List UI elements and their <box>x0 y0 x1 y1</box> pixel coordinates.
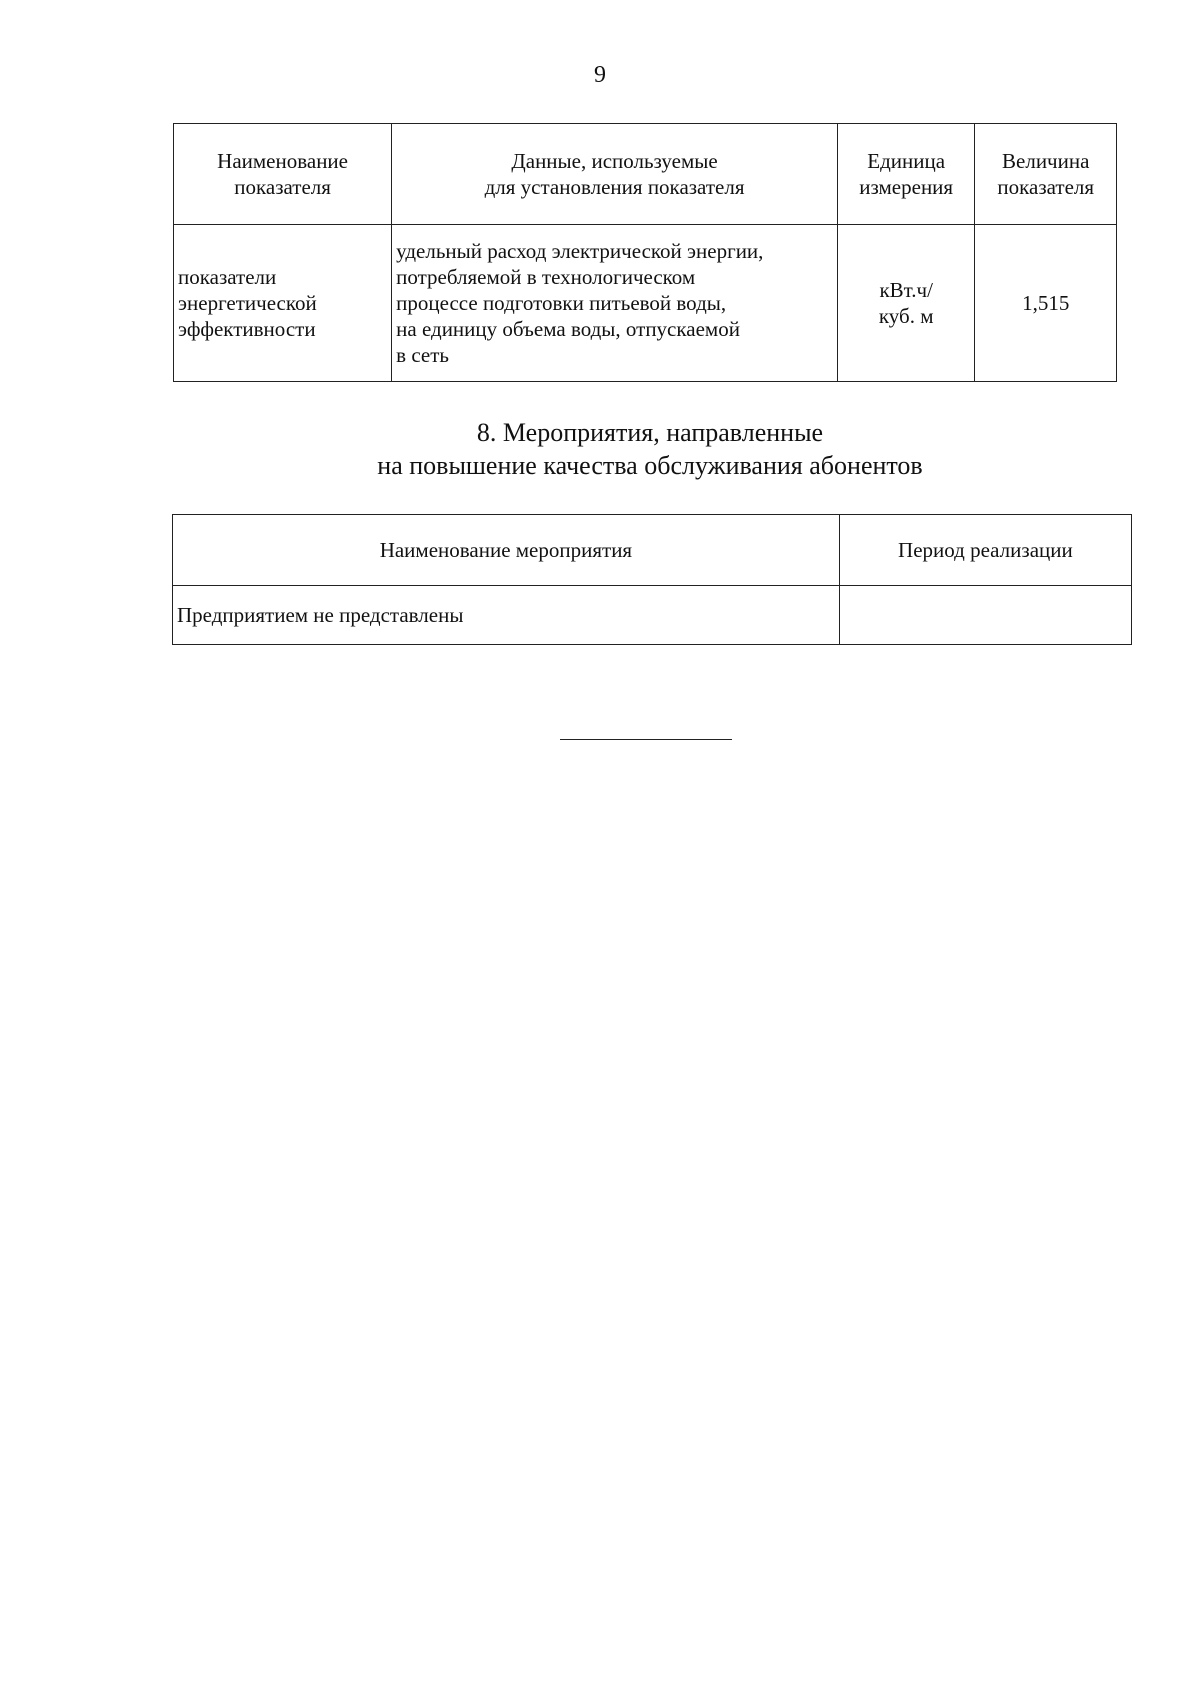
header-measure-name: Наименование мероприятия <box>173 515 840 586</box>
page-number: 9 <box>594 62 606 88</box>
table-header-row <box>173 515 1132 586</box>
indicators-table <box>173 123 1117 382</box>
header-source-data: Данные, используемые для установления показателя <box>392 124 838 225</box>
table-row <box>174 225 1117 382</box>
cell-indicator-name: показатели энергетической эффективности <box>174 225 392 382</box>
header-period: Период реализации <box>839 515 1131 586</box>
header-indicator-name: Наименование показателя <box>174 124 392 225</box>
section-heading: 8. Мероприятия, направленные на повышение качества обслуживания абонентов <box>377 418 923 480</box>
cell-value: 1,515 <box>975 225 1117 382</box>
measures-table <box>172 514 1132 645</box>
cell-source-data: удельный расход электрической энергии, потребляемой в технологическом процессе подготовки питьевой воды, на единицу объема воды, отпускаемой в сеть <box>392 225 838 382</box>
cell-unit: кВт.ч/ куб. м <box>837 225 975 382</box>
table-header-row <box>174 124 1117 225</box>
header-unit: Единица измерения <box>837 124 975 225</box>
end-divider <box>560 739 732 740</box>
header-value: Величина показателя <box>975 124 1117 225</box>
table-row <box>173 586 1132 645</box>
cell-measure-name: Предприятием не представлены <box>173 586 840 645</box>
cell-period <box>839 586 1131 645</box>
